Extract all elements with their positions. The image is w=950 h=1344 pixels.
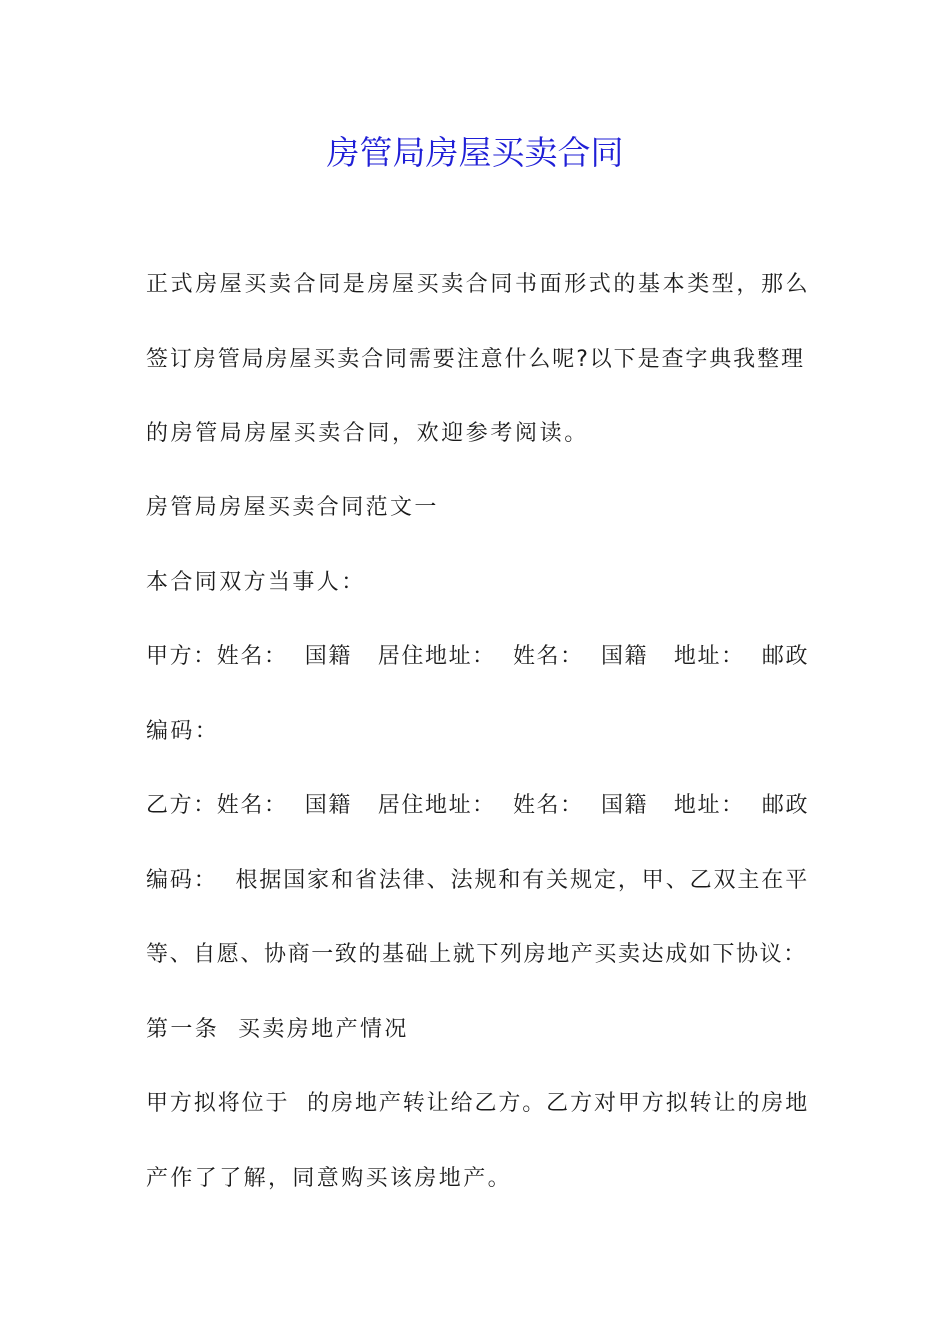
paragraph-line: 甲方拟将位于 的房地产转让给乙方。乙方对甲方拟转让的房地	[146, 1091, 810, 1116]
party-a-line: 甲方：姓名： 国籍 居住地址： 姓名： 国籍 地址： 邮政	[146, 644, 810, 669]
paragraph-line: 本合同双方当事人：	[146, 570, 366, 595]
section-heading: 房管局房屋买卖合同范文一	[146, 495, 439, 520]
article-heading: 第一条 买卖房地产情况	[146, 1017, 409, 1042]
party-b-line: 乙方：姓名： 国籍 居住地址： 姓名： 国籍 地址： 邮政	[146, 793, 810, 818]
paragraph-line: 正式房屋买卖合同是房屋买卖合同书面形式的基本类型，那么	[146, 272, 811, 297]
paragraph-line: 编码： 根据国家和省法律、法规和有关规定，甲、乙双主在平	[146, 868, 810, 893]
paragraph-line: 产作了了解，同意购买该房地产。	[146, 1166, 513, 1191]
paragraph-line: 签订房管局房屋买卖合同需要注意什么呢?以下是查字典我整理	[146, 347, 805, 372]
paragraph-line: 等、自愿、协商一致的基础上就下列房地产买卖达成如下协议：	[146, 942, 807, 967]
paragraph-line: 编码：	[146, 719, 220, 744]
paragraph-line: 的房管局房屋买卖合同，欢迎参考阅读。	[146, 421, 589, 446]
document-title: 房管局房屋买卖合同	[326, 133, 624, 172]
